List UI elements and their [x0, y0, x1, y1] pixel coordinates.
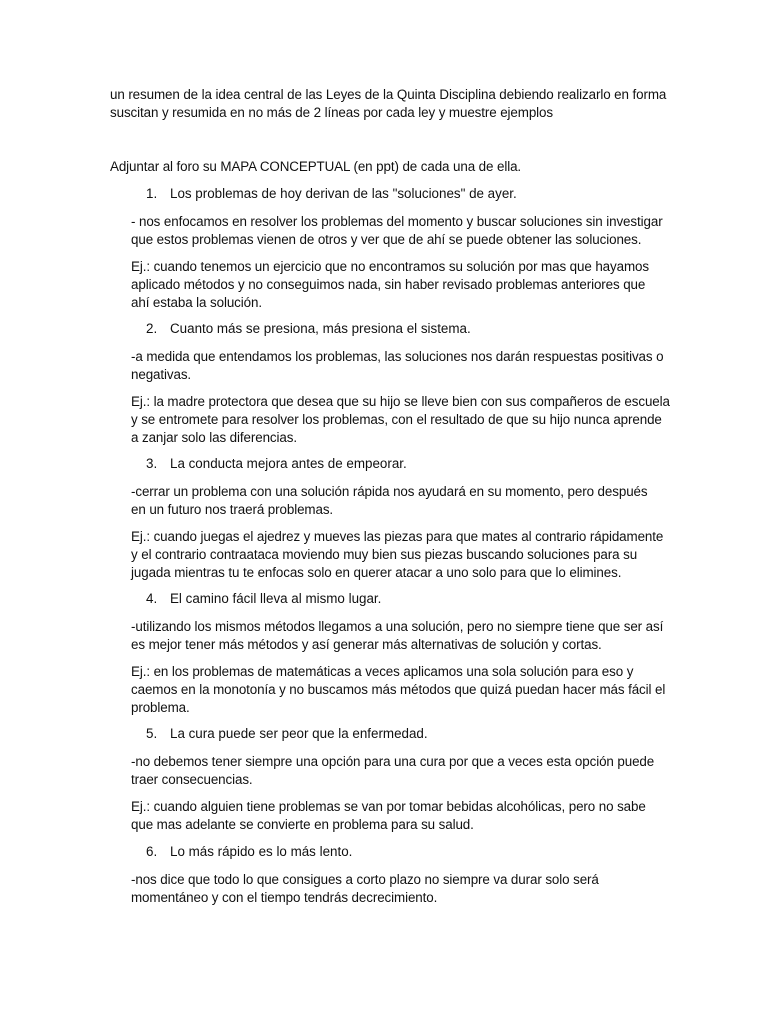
- law-2-title: Cuanto más se presiona, más presiona el sistema.: [170, 321, 471, 336]
- law-3-example-1: Ej.: cuando juegas el ajedrez y mueves las piezas para que mates al contrario rápidamente: [131, 529, 664, 544]
- law-1-number: 1.: [146, 186, 158, 201]
- law-2-example-3: a zanjar solo las diferencias.: [131, 430, 297, 445]
- law-3-summary-2: en un futuro nos traerá problemas.: [131, 502, 334, 517]
- law-6-summary-1: -nos dice que todo lo que consigues a corto plazo no siempre va durar solo será: [131, 872, 599, 887]
- law-6-title: Lo más rápido es lo más lento.: [170, 844, 353, 859]
- law-4-number: 4.: [146, 591, 158, 606]
- law-5-title: La cura puede ser peor que la enfermedad.: [170, 726, 428, 741]
- law-1-summary-2: que estos problemas vienen de otros y ver que de ahí se puede obtener las soluciones.: [131, 232, 642, 247]
- law-4-example-3: problema.: [131, 700, 190, 715]
- law-1-example-3: ahí estaba la solución.: [131, 295, 262, 310]
- law-3-example-2: y el contrario contraataca moviendo muy bien sus piezas buscando soluciones para su: [131, 547, 638, 562]
- law-4-example-2: caemos en la monotonía y no buscamos más métodos que quizá puedan hacer más fácil el: [131, 682, 666, 697]
- law-1-example-2: aplicado métodos y no conseguimos nada, sin haber revisado problemas anteriores que: [131, 277, 646, 292]
- intro-line-2: suscitan y resumida en no más de 2 líneas por cada ley y muestre ejemplos: [110, 105, 554, 120]
- law-6-summary-2: momentáneo y con el tiempo tendrás decrecimiento.: [131, 890, 438, 905]
- law-1-summary-1: - nos enfocamos en resolver los problemas del momento y buscar soluciones sin investigar: [131, 214, 663, 229]
- intro-line-1: un resumen de la idea central de las Leyes de la Quinta Disciplina debiendo realizarlo en forma: [110, 87, 667, 102]
- law-5-example-2: que mas adelante se convierte en problema para su salud.: [131, 817, 474, 832]
- law-3-number: 3.: [146, 456, 158, 471]
- law-2-example-2: y se entromete para resolver los problemas, con el resultado de que su hijo nunca aprende: [131, 412, 662, 427]
- instruction-line: Adjuntar al foro su MAPA CONCEPTUAL (en ppt) de cada una de ella.: [110, 159, 522, 174]
- law-2-summary-2: negativas.: [131, 367, 192, 382]
- law-1-example-1: Ej.: cuando tenemos un ejercicio que no encontramos su solución por mas que hayamos: [131, 259, 649, 274]
- law-6-number: 6.: [146, 844, 158, 859]
- law-3-summary-1: -cerrar un problema con una solución rápida nos ayudará en su momento, pero después: [131, 484, 648, 499]
- law-5-summary-1: -no debemos tener siempre una opción para una cura por que a veces esta opción puede: [131, 754, 655, 769]
- law-3-title: La conducta mejora antes de empeorar.: [170, 456, 407, 471]
- law-2-number: 2.: [146, 321, 158, 336]
- law-5-summary-2: traer consecuencias.: [131, 772, 253, 787]
- law-1-title: Los problemas de hoy derivan de las "soluciones" de ayer.: [170, 186, 517, 201]
- law-4-example-1: Ej.: en los problemas de matemáticas a veces aplicamos una sola solución para eso y: [131, 664, 634, 679]
- law-4-summary-1: -utilizando los mismos métodos llegamos a una solución, pero no siempre tiene que ser así: [131, 619, 664, 634]
- law-3-example-3: jugada mientras tu te enfocas solo en querer atacar a uno solo para que lo elimines.: [131, 565, 622, 580]
- law-4-summary-2: es mejor tener más métodos y así generar más alternativas de solución y cortas.: [131, 637, 602, 652]
- law-5-example-1: Ej.: cuando alguien tiene problemas se van por tomar bebidas alcohólicas, pero no sabe: [131, 799, 646, 814]
- law-5-number: 5.: [146, 726, 158, 741]
- law-4-title: El camino fácil lleva al mismo lugar.: [170, 591, 382, 606]
- law-2-example-1: Ej.: la madre protectora que desea que su hijo se lleve bien con sus compañeros de escuela: [131, 394, 670, 409]
- law-2-summary-1: -a medida que entendamos los problemas, las soluciones nos darán respuestas positivas o: [131, 349, 664, 364]
